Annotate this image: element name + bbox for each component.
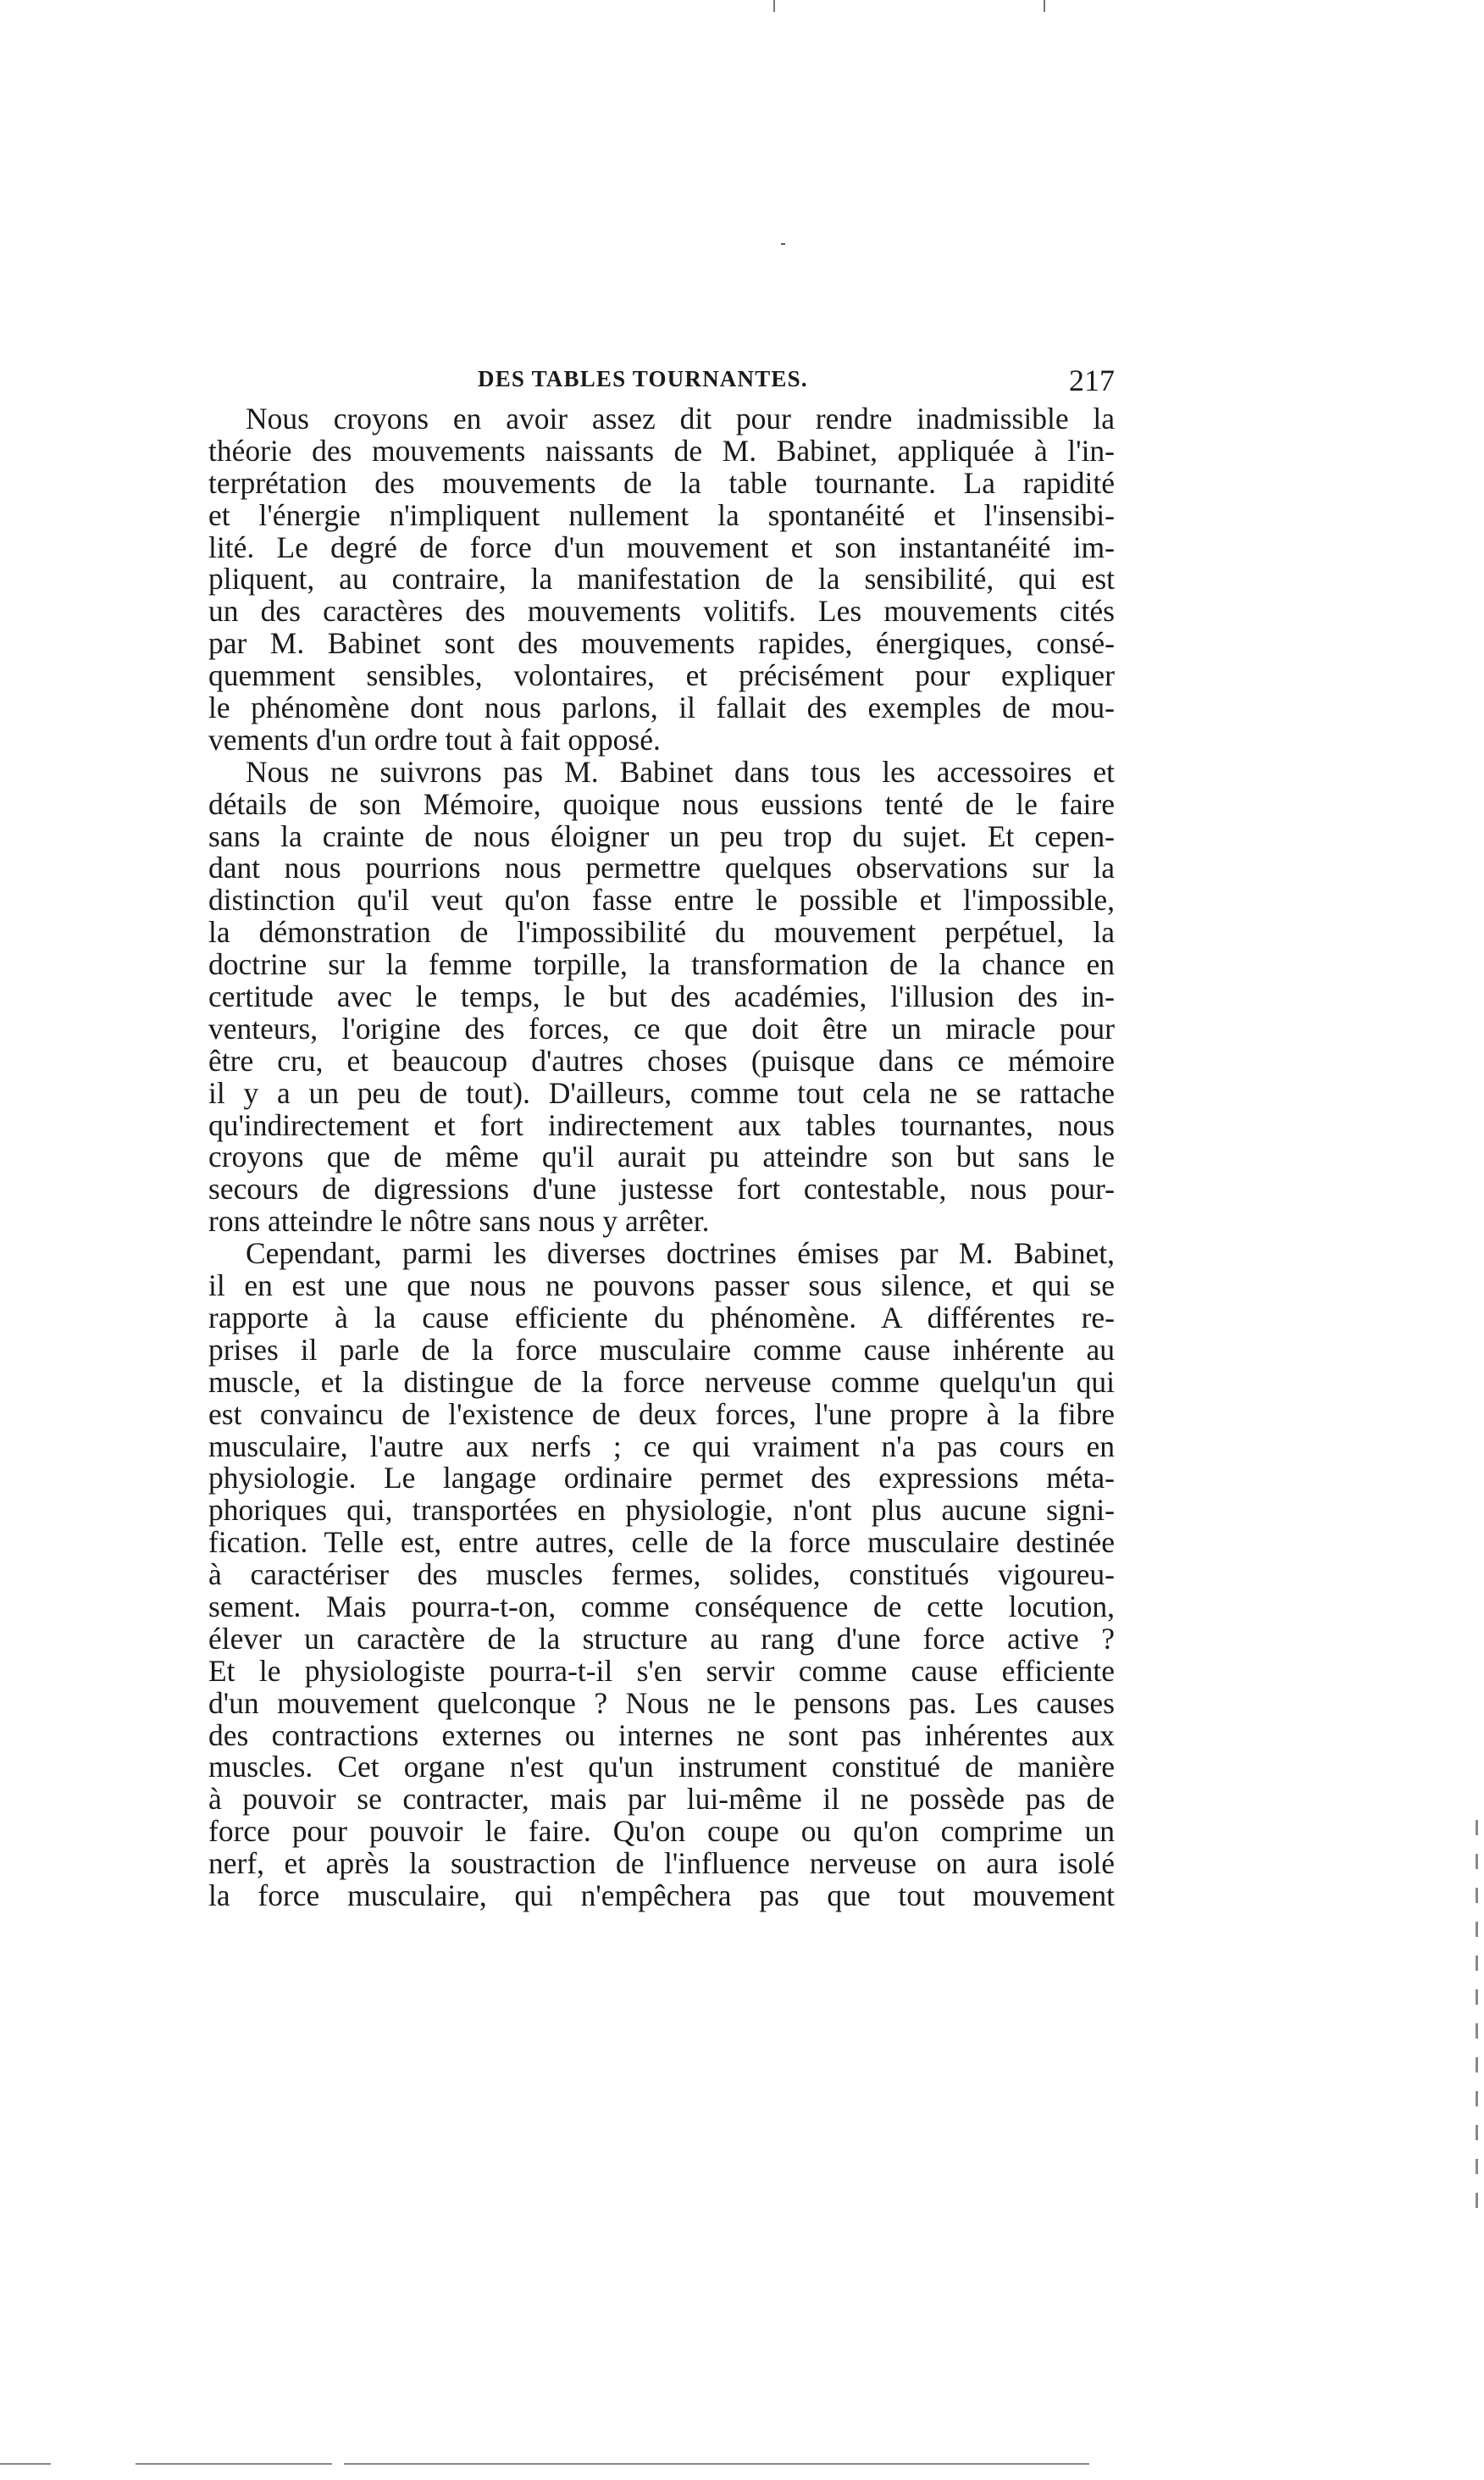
text-line: à caractériser des muscles fermes, solides, constitués vigoureu- [208,1557,1115,1592]
scan-bottom-rule [136,2463,332,2465]
text-line: la démonstration de l'impossibilité du mouvement perpétuel, la [208,915,1115,950]
text-line: est convaincu de l'existence de deux forces, l'une propre à la fibre [208,1396,1115,1431]
text-line: distinction qu'il veut qu'on fasse entre le possible et l'impossible, [208,883,1115,918]
body-text [208,403,1115,1912]
text-line: nerf, et après la soustraction de l'influence nerveuse on aura isolé [208,1846,1115,1881]
text-line: terprétation des mouvements de la table tournante. La rapidité [208,465,1115,500]
text-line: des contractions externes ou internes ne sont pas inhérentes aux [208,1717,1115,1752]
paragraph [208,403,1115,757]
text-line: sement. Mais pourra-t-on, comme conséquence de cette locution, [208,1589,1115,1623]
text-line: pliquent, au contraire, la manifestation de la sensibilité, qui est [208,562,1115,596]
text-line: prises il parle de la force musculaire comme cause inhérente au [208,1332,1115,1367]
scan-edge-mark [773,0,775,12]
text-line: dant nous pourrions nous permettre quelques observations sur la [208,851,1115,885]
text-line: muscle, et la distingue de la force nerveuse comme quelqu'un qui [208,1364,1115,1399]
scan-edge-mark [1476,1820,1478,2227]
text-line: musculaire, l'autre aux nerfs ; ce qui vraiment n'a pas cours en [208,1429,1115,1463]
text-line: secours de digressions d'une justesse fort contestable, nous pour- [208,1172,1115,1207]
paragraph [208,754,1115,1239]
text-line: quemment sensibles, volontaires, et précisément pour expliquer [208,658,1115,693]
text-line: la force musculaire, qui n'empêchera pas que tout mouvement [208,1878,1115,1912]
text-line: rons atteindre le nôtre sans nous y arrêter. [208,1204,710,1239]
text-line: Nous croyons en avoir assez dit pour rendre inadmissible la [246,402,1115,436]
text-line: il y a un peu de tout). D'ailleurs, comme tout cela ne se rattache [208,1075,1115,1110]
text-line: physiologie. Le langage ordinaire permet des expressions méta- [208,1461,1115,1495]
text-line: phoriques qui, transportées en physiologie, n'ont plus aucune signi- [208,1493,1115,1528]
text-line: rapporte à la cause efficiente du phénomène. A différentes re- [208,1300,1115,1334]
text-line: sans la crainte de nous éloigner un peu trop du sujet. Et cepen- [208,818,1115,853]
text-line: un des caractères des mouvements volitifs. Les mouvements cités [208,594,1115,629]
text-line: fication. Telle est, entre autres, celle de la force musculaire destinée [208,1525,1115,1560]
text-line: croyons que de même qu'il aurait pu atteindre son but sans le [208,1140,1115,1174]
text-line: d'un mouvement quelconque ? Nous ne le pensons pas. Les causes [208,1685,1115,1720]
text-line: vements d'un ordre tout à fait opposé. [208,722,661,757]
text-line: Nous ne suivrons pas M. Babinet dans tous les accessoires et [246,754,1115,789]
text-line: qu'indirectement et fort indirectement aux tables tournantes, nous [208,1107,1115,1142]
text-line: à pouvoir se contracter, mais par lui-même il ne possède pas de [208,1782,1115,1817]
page-number: 217 [1069,363,1115,397]
text-line: muscles. Cet organe n'est qu'un instrument constitué de manière [208,1750,1115,1784]
text-line: Cependant, parmi les diverses doctrines émises par M. Babinet, [246,1236,1115,1271]
text-line: détails de son Mémoire, quoique nous eussions tenté de le faire [208,786,1115,821]
running-head [208,363,1115,400]
text-line: théorie des mouvements naissants de M. Babinet, appliquée à l'in- [208,433,1115,468]
text-line: Et le physiologiste pourra-t-il s'en servir comme cause efficiente [208,1653,1115,1688]
text-line: venteurs, l'origine des forces, ce que doit être un miracle pour [208,1011,1115,1046]
text-line: par M. Babinet sont des mouvements rapides, énergiques, consé- [208,626,1115,661]
text-line: il en est une que nous ne pouvons passer sous silence, et qui se [208,1268,1115,1303]
text-line: et l'énergie n'impliquent nullement la spontanéité et l'insensibi- [208,497,1115,532]
text-line: doctrine sur la femme torpille, la transformation de la chance en [208,947,1115,982]
scan-bottom-rule [344,2463,1089,2465]
text-line: force pour pouvoir le faire. Qu'on coupe ou qu'on comprime un [208,1814,1115,1849]
text-line: élever un caractère de la structure au rang d'une force active ? [208,1621,1115,1656]
scan-edge-mark [1044,0,1045,12]
scan-bottom-rule [0,2463,51,2465]
text-line: être cru, et beaucoup d'autres choses (puisque dans ce mémoire [208,1043,1115,1078]
text-line: le phénomène dont nous parlons, il fallait des exemples de mou- [208,691,1115,725]
ink-speck [781,243,785,245]
paragraph [208,1238,1115,1912]
running-title: DES TABLES TOURNANTES. [478,366,808,391]
text-line: certitude avec le temps, le but des académies, l'illusion des in- [208,979,1115,1014]
text-line: lité. Le degré de force d'un mouvement et son instantanéité im- [208,530,1115,564]
